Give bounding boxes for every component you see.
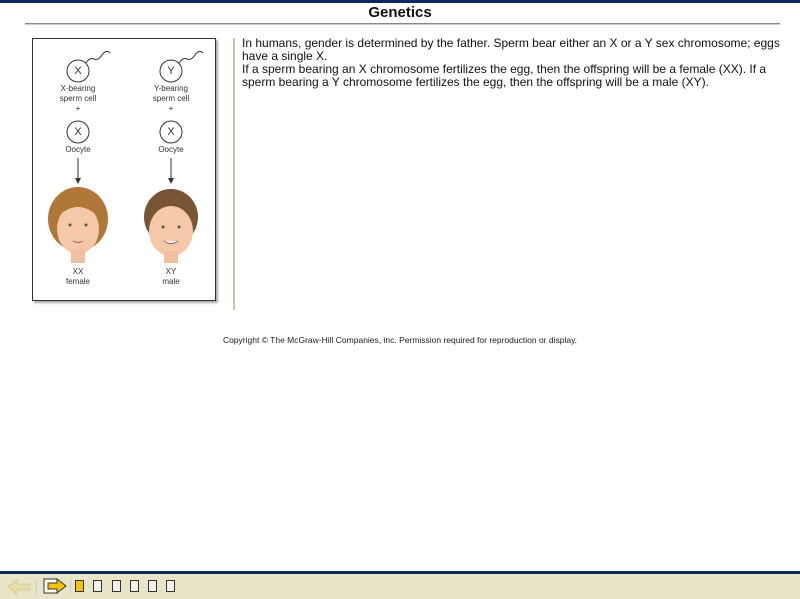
male-genotype: XY	[165, 267, 177, 276]
paragraph-2: If a sperm bearing an X chromosome fertilizes the egg, then the offspring will be a female (XX). If a sperm bearing a Y chromosome fertilizes the egg, then the offspring will be a male (XY).	[242, 62, 767, 89]
navigation-toolbar	[0, 571, 800, 599]
oocyte-left-symbol: X	[74, 126, 82, 138]
page-icon[interactable]	[166, 580, 175, 592]
oocyte-right-symbol: X	[167, 126, 175, 138]
male-label: male	[162, 277, 180, 286]
male-face	[144, 189, 198, 263]
y-sperm-label-2: sperm cell	[152, 94, 190, 103]
paragraph-1: In humans, gender is determined by the father. Sperm bear either an X or a Y sex chromosome; eggs have a single X.	[242, 36, 780, 63]
plus-left: +	[75, 104, 81, 113]
page-icon[interactable]	[93, 580, 102, 592]
page-icon[interactable]	[112, 580, 121, 592]
plus-right: +	[168, 104, 174, 113]
female-genotype: XX	[72, 267, 84, 276]
female-label: female	[65, 277, 90, 286]
sperm-x-tail	[86, 51, 110, 63]
genetics-figure	[32, 38, 216, 301]
oocyte-left-label: Oocyte	[65, 145, 91, 154]
copyright-notice: Copyright © The McGraw-Hill Companies, inc. Permission required for reproduction or display.	[222, 335, 578, 345]
forward-arrow-icon[interactable]	[42, 576, 68, 596]
page-icon[interactable]	[75, 580, 84, 592]
back-arrow-icon[interactable]	[6, 578, 32, 596]
page-icon[interactable]	[148, 580, 157, 592]
body-text	[242, 37, 787, 89]
sperm-y-tail	[179, 51, 203, 63]
oocyte-right-label: Oocyte	[158, 145, 184, 154]
figure-drawing	[33, 39, 217, 302]
y-sperm-label-1: Y-bearing	[154, 84, 188, 93]
x-sperm-label-2: sperm cell	[59, 94, 97, 103]
female-face	[48, 187, 108, 263]
content-divider	[233, 38, 235, 310]
title-divider	[25, 23, 780, 25]
sperm-x-symbol: X	[74, 65, 82, 77]
toolbar-separator	[70, 580, 71, 594]
x-sperm-label-1: X-bearing	[60, 84, 96, 93]
page-icon[interactable]	[130, 580, 139, 592]
sperm-y-symbol: Y	[167, 65, 175, 77]
page-title: Genetics	[368, 4, 432, 21]
toolbar-separator	[36, 580, 37, 594]
top-bar	[0, 0, 800, 3]
